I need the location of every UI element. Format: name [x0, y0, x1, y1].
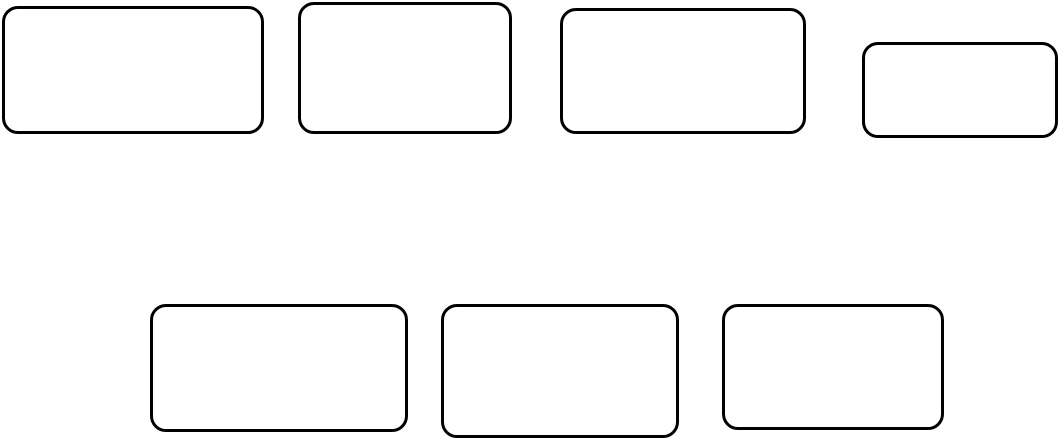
step-5-card [560, 8, 806, 134]
step-7-dot [955, 161, 966, 172]
step-3-card [298, 2, 512, 134]
step-3-dot [396, 161, 407, 172]
step-4-dot [545, 270, 556, 281]
step-1-card [2, 6, 264, 134]
step-5-dot [679, 161, 690, 172]
step-6-card [722, 304, 944, 430]
step-1-connector [112, 168, 114, 196]
step-6-dot [820, 270, 831, 281]
step-2-card [150, 304, 408, 432]
step-2-dot [262, 270, 273, 281]
step-7-card [862, 42, 1058, 138]
step-4-card [441, 304, 679, 438]
step-1-dot [107, 160, 118, 171]
